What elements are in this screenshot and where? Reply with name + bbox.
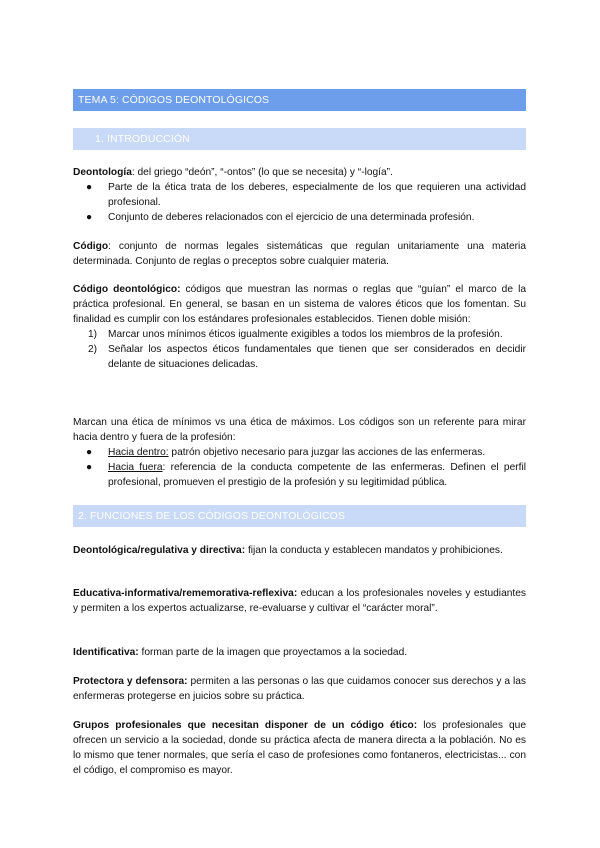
funcion-identificativa — [73, 645, 526, 660]
codigo-deontologico-block — [73, 282, 526, 372]
etica-block — [73, 415, 526, 490]
main-heading — [73, 89, 526, 111]
list-number: 1) — [88, 329, 98, 340]
funcion-text: forman parte de la imagen que proyectamos a la sociedad. — [138, 647, 408, 658]
list-item-text: Marcar unos mínimos éticos igualmente exigibles a todos los miembros de la profesión. — [108, 329, 503, 340]
list-item-label: Hacia fuera — [108, 462, 163, 473]
funcion-paragraph — [73, 543, 526, 558]
section-heading-introduccion — [73, 128, 526, 150]
bullet-icon: ● — [86, 212, 93, 223]
etica-list — [73, 445, 526, 490]
funcion-text: permiten a las personas o las que cuidamos conocer sus derechos y a las enfermeras protegerse en juicios sobre su práctica. — [73, 676, 526, 702]
codigo-deontologico-text: códigos que muestran las normas o reglas que “guían” el marco de la práctica profesional. En general, se basan en un sistema de valores éticos que los fomentan. Su finalidad es cumplir con los estándares profesionales establecidos. Tienen doble misión: — [73, 284, 526, 325]
deontologia-definition — [73, 165, 526, 180]
list-item-text: Conjunto de deberes relacionados con el ejercicio de una determinada profesión. — [108, 212, 475, 223]
section-heading-text: 2. FUNCIONES DE LOS CÓDIGOS DEONTOLÓGICOS — [78, 510, 346, 522]
funcion-text: los profesionales que ofrecen un servicio a la sociedad, donde su práctica afecta de manera directa a la población. No es lo mismo que tener normales, que sería el caso de profesiones como fontaneros, electricistas... con el código, el compromiso es mayor. — [73, 720, 526, 776]
funcion-paragraph — [73, 645, 526, 660]
deontologia-term: Deontología — [73, 167, 132, 178]
funcion-term: Identificativa: — [73, 647, 139, 658]
funcion-deontologica — [73, 543, 526, 558]
funcion-paragraph — [73, 586, 526, 616]
codigo-block — [73, 239, 526, 269]
codigo-definition — [73, 239, 526, 269]
bullet-icon: ● — [86, 462, 93, 473]
funcion-educativa — [73, 586, 526, 616]
codigo-deontologico-definition — [73, 282, 526, 327]
list-item — [73, 460, 526, 490]
list-number: 2) — [88, 344, 98, 355]
codigo-deontologico-term: Código deontológico: — [73, 284, 181, 295]
funcion-protectora — [73, 674, 526, 704]
funcion-term: Educativa-informativa/rememorativa-reflexiva: — [73, 588, 298, 599]
bullet-icon: ● — [86, 182, 93, 193]
list-item-text: patrón objetivo necesario para juzgar las acciones de las enfermeras. — [168, 447, 486, 458]
deontologia-text: : del griego “deón”, “-ontos” (lo que se necesita) y “-logía”. — [131, 167, 393, 178]
list-item-text: Parte de la ética trata de los deberes, especialmente de los que requieren una actividad profesional. — [108, 182, 526, 208]
list-item — [73, 180, 526, 210]
list-item-text: : referencia de la conducta competente de las enfermeras. Definen el perfil profesional, promueven el prestigio de la profesión y su legitimidad pública. — [108, 462, 526, 488]
funcion-term: Protectora y defensora: — [73, 676, 188, 687]
list-item — [73, 445, 526, 460]
deontologia-block — [73, 165, 526, 225]
main-heading-text: TEMA 5: CÓDIGOS DEONTOLÓGICOS — [78, 94, 270, 106]
list-item-text: Señalar los aspectos éticos fundamentales que tienen que ser considerados en decidir delante de situaciones delicadas. — [108, 344, 526, 370]
list-item — [73, 210, 526, 225]
bullet-icon: ● — [86, 447, 93, 458]
funcion-paragraph — [73, 674, 526, 704]
funcion-text: educan a los profesionales noveles y estudiantes y permiten a los expertos actualizarse, re-evaluarse y cultivar el “carácter moral”. — [73, 588, 526, 614]
list-item — [73, 327, 526, 342]
funcion-term: Grupos profesionales que necesitan disponer de un código ético: — [73, 720, 418, 731]
funcion-paragraph — [73, 718, 526, 778]
mision-list — [73, 327, 526, 372]
etica-intro: Marcan una ética de mínimos vs una ética de máximos. Los códigos son un referente para mirar hacia dentro y fuera de la profesión: — [73, 417, 526, 443]
section-heading-funciones — [73, 505, 526, 527]
list-item-label: Hacia dentro: — [108, 447, 169, 458]
deontologia-list — [73, 180, 526, 225]
list-item — [73, 342, 526, 372]
grupos-profesionales — [73, 718, 526, 778]
funcion-term: Deontológica/regulativa y directiva: — [73, 545, 246, 556]
funcion-text: fijan la conducta y establecen mandatos y prohibiciones. — [245, 545, 503, 556]
codigo-text: : conjunto de normas legales sistemáticas que regulan unitariamente una materia determinada. Conjunto de reglas o preceptos sobre cualquier materia. — [73, 241, 526, 267]
section-heading-text: 1. INTRODUCCIÓN — [95, 133, 190, 145]
codigo-term: Código — [73, 241, 109, 252]
